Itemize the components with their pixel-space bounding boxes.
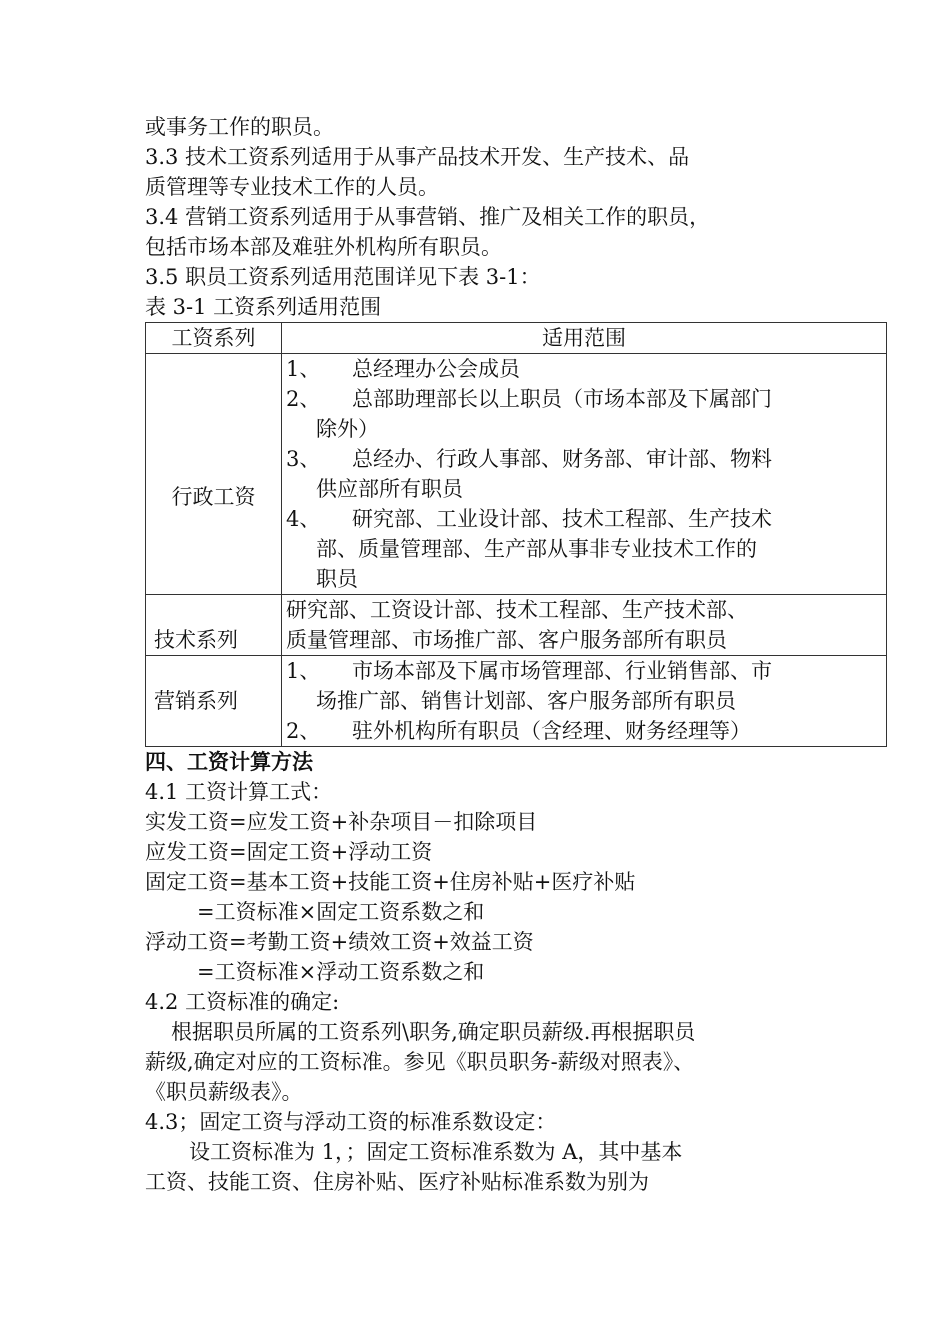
- table-row: [146, 656, 887, 747]
- text-line: 4.2 工资标准的确定:: [145, 990, 340, 1014]
- salary-series-table: [145, 322, 887, 747]
- text-line: 《职员薪级表》。: [145, 1080, 303, 1104]
- item-number: 1、: [286, 357, 321, 381]
- item-text: 质量管理部、市场推广部、客户服务部所有职员: [286, 628, 727, 652]
- list-item: [286, 444, 882, 474]
- list-item: [286, 354, 882, 384]
- list-item: [286, 716, 882, 746]
- formula-line: 应发工资=固定工资+浮动工资: [145, 840, 433, 864]
- list-item: [286, 656, 882, 686]
- formula-line: 实发工资=应发工资+补杂项目－扣除项目: [145, 810, 538, 834]
- text-line: 工资、技能工资、住房补贴、医疗补贴标准系数为别为: [145, 1170, 649, 1194]
- text-line: 包括市场本部及难驻外机构所有职员。: [145, 235, 502, 259]
- text-line: 或事务工作的职员。: [145, 115, 334, 139]
- table-row: [146, 354, 887, 595]
- list-item: [286, 504, 882, 534]
- row-label: 行政工资: [146, 354, 282, 595]
- table-header-row: [146, 323, 887, 354]
- text-line: 设工资标准为 1，；固定工资标准系数为 A，其中基本: [189, 1140, 683, 1164]
- item-number: 3、: [286, 447, 321, 471]
- text-line: 3.4 营销工资系列适用于从事营销、推广及相关工作的职员，: [145, 205, 711, 229]
- text-line: 质管理等专业技术工作的人员。: [145, 175, 439, 199]
- item-text: 总经办、行政人事部、财务部、审计部、物料: [352, 447, 772, 471]
- item-number: 1、: [286, 659, 321, 683]
- formula-line: =工资标准×固定工资系数之和: [197, 900, 485, 924]
- table-header: 工资系列: [146, 323, 282, 354]
- item-text: 市场本部及下属市场管理部、行业销售部、市: [352, 659, 772, 683]
- table-header: 适用范围: [282, 323, 887, 354]
- item-text: 部、质量管理部、生产部从事非专业技术工作的: [316, 537, 757, 561]
- formula-line: 固定工资=基本工资+技能工资+住房补贴+医疗补贴: [145, 870, 636, 894]
- list-item: [286, 384, 882, 414]
- item-text: 驻外机构所有职员（含经理、财务经理等）: [352, 719, 751, 743]
- text-line: 3.3 技术工资系列适用于从事产品技术开发、生产技术、品: [145, 145, 690, 169]
- item-text: 研究部、工资设计部、技术工程部、生产技术部、: [286, 598, 748, 622]
- item-text: 职员: [316, 567, 358, 591]
- item-number: 4、: [286, 507, 321, 531]
- table-row: [146, 595, 887, 656]
- item-text: 研究部、工业设计部、技术工程部、生产技术: [352, 507, 772, 531]
- item-text: 总部助理部长以上职员（市场本部及下属部门: [352, 387, 772, 411]
- document-page: [145, 112, 887, 1197]
- row-scope: [282, 354, 887, 595]
- text-line: 4.1 工资计算工式：: [145, 780, 333, 804]
- item-text: 总经理办公会成员: [352, 357, 520, 381]
- item-text: 除外）: [316, 417, 379, 441]
- row-scope: [282, 595, 887, 656]
- item-text: 场推广部、销售计划部、客户服务部所有职员: [316, 689, 736, 713]
- item-number: 2、: [286, 387, 321, 411]
- formula-line: 浮动工资=考勤工资+绩效工资+效益工资: [145, 930, 534, 954]
- row-label: 技术系列: [146, 595, 282, 656]
- text-line: 薪级,确定对应的工资标准。参见《职员职务-薪级对照表》、: [145, 1050, 695, 1074]
- row-scope: [282, 656, 887, 747]
- text-line: 根据职员所属的工资系列\职务,确定职员薪级.再根据职员: [171, 1020, 696, 1044]
- table-caption: 表 3-1 工资系列适用范围: [145, 295, 382, 319]
- item-number: 2、: [286, 719, 321, 743]
- row-label: 营销系列: [146, 656, 282, 747]
- formula-line: =工资标准×浮动工资系数之和: [197, 960, 485, 984]
- text-line: 3.5 职员工资系列适用范围详见下表 3-1：: [145, 265, 541, 289]
- text-line: 4.3；固定工资与浮动工资的标准系数设定：: [145, 1110, 557, 1134]
- item-text: 供应部所有职员: [316, 477, 463, 501]
- section-heading: 四、工资计算方法: [145, 749, 313, 774]
